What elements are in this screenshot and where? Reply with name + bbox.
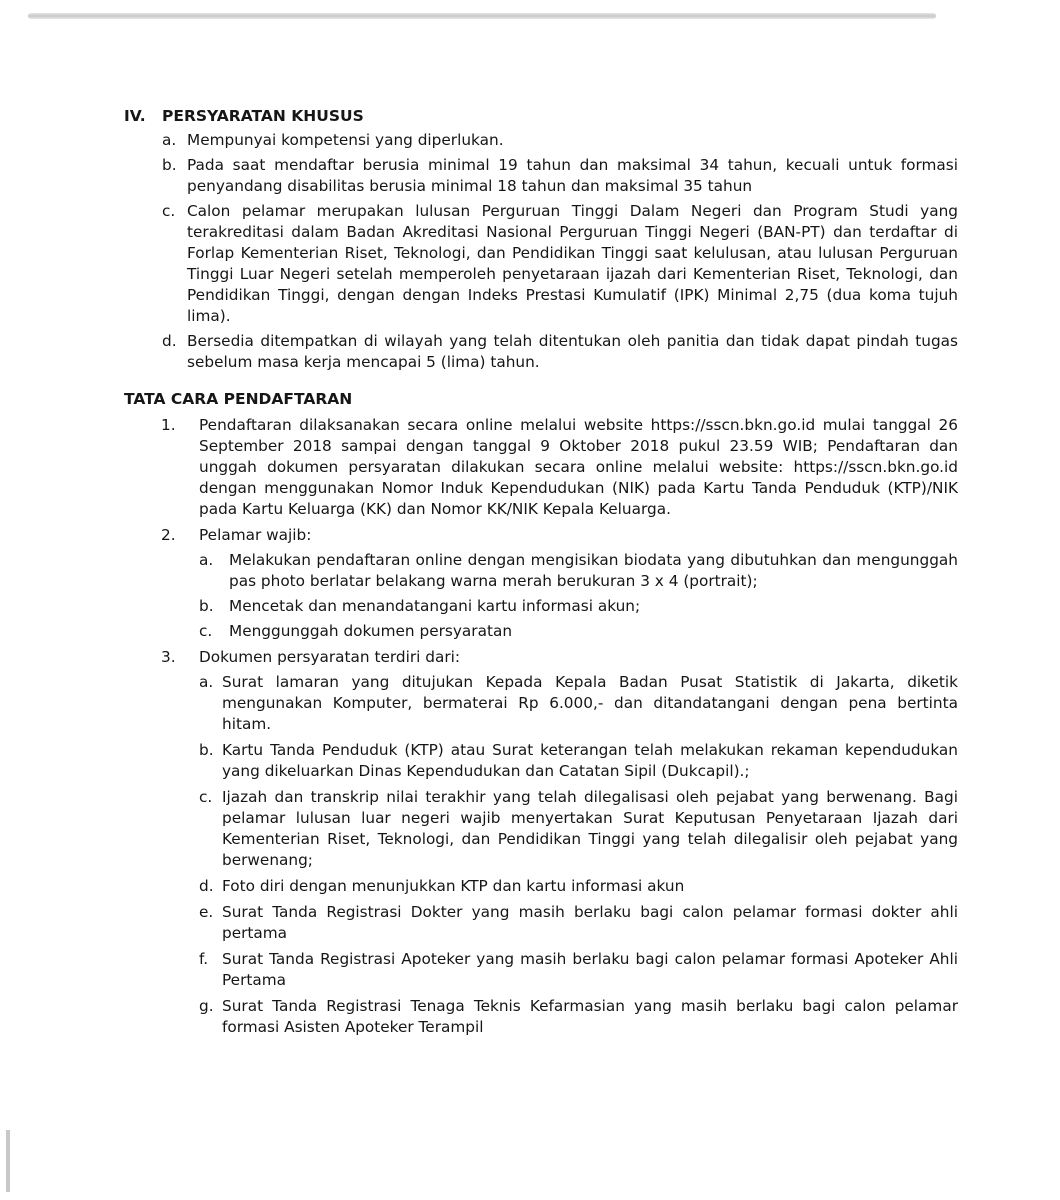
list-item xyxy=(199,621,958,642)
scan-edge-top xyxy=(28,13,936,19)
list-item xyxy=(199,550,958,592)
list-item xyxy=(199,740,958,782)
list-marker: d. xyxy=(162,332,177,350)
registration-heading: TATA CARA PENDAFTARAN xyxy=(124,390,353,408)
list-text: Surat Tanda Registrasi Tenaga Teknis Kefarmasian yang masih berlaku bagi calon pelamar formasi Asisten Apoteker Terampil xyxy=(222,997,958,1036)
list-marker: b. xyxy=(199,597,214,615)
list-item xyxy=(199,596,958,617)
list-text: Surat Tanda Registrasi Apoteker yang masih berlaku bagi calon pelamar formasi Apoteker Ahli Pertama xyxy=(222,950,958,989)
scan-edge-left xyxy=(6,1130,10,1192)
list-marker: 3. xyxy=(161,648,176,666)
list-text: Pelamar wajib: xyxy=(199,526,312,544)
list-marker: a. xyxy=(199,551,214,569)
list-item xyxy=(199,902,958,944)
list-item xyxy=(162,130,958,151)
list-text: Kartu Tanda Penduduk (KTP) atau Surat keterangan telah melakukan rekaman kependudukan yang dikeluarkan Dinas Kependudukan dan Catatan Sipil (Dukcapil).; xyxy=(222,741,958,780)
numbered-item xyxy=(161,525,958,642)
list-item xyxy=(162,155,958,197)
list-text: Ijazah dan transkrip nilai terakhir yang telah dilegalisasi oleh pejabat yang berwenang. Bagi pelamar lulusan luar negeri wajib menyertakan Surat Keputusan Penyetaraan Ijazah dari Kementerian Riset, Teknologi, dan Pendidikan Tinggi yang telah dilegalisir oleh pejabat yang berwenang; xyxy=(222,788,958,869)
list-item xyxy=(199,672,958,735)
list-marker: c. xyxy=(199,788,213,806)
list-text: Pada saat mendaftar berusia minimal 19 tahun dan maksimal 34 tahun, kecuali untuk formasi penyandang disabilitas berusia minimal 18 tahun dan maksimal 35 tahun xyxy=(187,156,958,195)
applicant-duties-list xyxy=(199,550,958,642)
list-item xyxy=(162,331,958,373)
section-title: PERSYARATAN KHUSUS xyxy=(162,107,364,125)
list-marker: c. xyxy=(199,622,213,640)
list-marker: b. xyxy=(162,156,177,174)
list-item xyxy=(199,787,958,871)
list-marker: g. xyxy=(199,997,214,1015)
list-text: Pendaftaran dilaksanakan secara online melalui website https://sscn.bkn.go.id mulai tanggal 26 September 2018 sampai dengan tanggal 9 Oktober 2018 pukul 23.59 WIB; Pendaftaran dan unggah dokumen persyaratan dilakukan secara online melalui website: https://sscn.bkn.go.id dengan menggunakan Nomor Induk Kependudukan (NIK) pada Kartu Tanda Penduduk (KTP)/NIK pada Kartu Keluarga (KK) dan Nomor KK/NIK Kepala Keluarga. xyxy=(199,416,958,518)
list-item xyxy=(199,876,958,897)
list-text: Melakukan pendaftaran online dengan mengisikan biodata yang dibutuhkan dan mengunggah pas photo berlatar belakang warna merah berukuran 3 x 4 (portrait); xyxy=(229,551,958,590)
requirements-list xyxy=(124,130,958,373)
list-text: Surat lamaran yang ditujukan Kepada Kepala Badan Pusat Statistik di Jakarta, diketik mengunakan Komputer, bermaterai Rp 6.000,- dan ditandatangani dengan pena bertinta hitam. xyxy=(222,673,958,733)
list-text: Mempunyai kompetensi yang diperlukan. xyxy=(187,131,504,149)
list-text: Mencetak dan menandatangani kartu informasi akun; xyxy=(229,597,641,615)
list-text: Dokumen persyaratan terdiri dari: xyxy=(199,648,461,666)
list-marker: a. xyxy=(162,131,177,149)
numbered-item xyxy=(161,415,958,520)
list-item xyxy=(199,949,958,991)
list-item xyxy=(162,201,958,327)
list-marker: f. xyxy=(199,950,209,968)
numbered-item xyxy=(161,647,958,1038)
document-page xyxy=(124,106,958,1043)
list-marker: b. xyxy=(199,741,214,759)
list-marker: 2. xyxy=(161,526,176,544)
registration-list xyxy=(124,415,958,1038)
list-text: Surat Tanda Registrasi Dokter yang masih berlaku bagi calon pelamar formasi dokter ahli pertama xyxy=(222,903,958,942)
list-marker: c. xyxy=(162,202,176,220)
list-item xyxy=(199,996,958,1038)
section-number: IV. xyxy=(124,107,146,125)
list-text: Bersedia ditempatkan di wilayah yang telah ditentukan oleh panitia dan tidak dapat pindah tugas sebelum masa kerja mencapai 5 (lima) tahun. xyxy=(187,332,958,371)
section-iv-heading xyxy=(124,106,958,127)
list-marker: d. xyxy=(199,877,214,895)
list-marker: e. xyxy=(199,903,214,921)
documents-list xyxy=(199,672,958,1038)
list-marker: a. xyxy=(199,673,214,691)
list-text: Menggunggah dokumen persyaratan xyxy=(229,622,513,640)
list-text: Foto diri dengan menunjukkan KTP dan kartu informasi akun xyxy=(222,877,685,895)
list-text: Calon pelamar merupakan lulusan Perguruan Tinggi Dalam Negeri dan Program Studi yang terakreditasi dalam Badan Akreditasi Nasional Perguruan Tinggi Negeri (BAN-PT) dan terdaftar di Forlap Kementerian Riset, Teknologi, dan Pendidikan Tinggi saat kelulusan, atau lulusan Perguruan Tinggi Luar Negeri setelah memperoleh penyetaraan ijazah dari Kementerian Riset, Teknologi, dan Pendidikan Tinggi, dengan dengan Indeks Prestasi Kumulatif (IPK) Minimal 2,75 (dua koma tujuh lima). xyxy=(187,202,958,325)
list-marker: 1. xyxy=(161,416,176,434)
